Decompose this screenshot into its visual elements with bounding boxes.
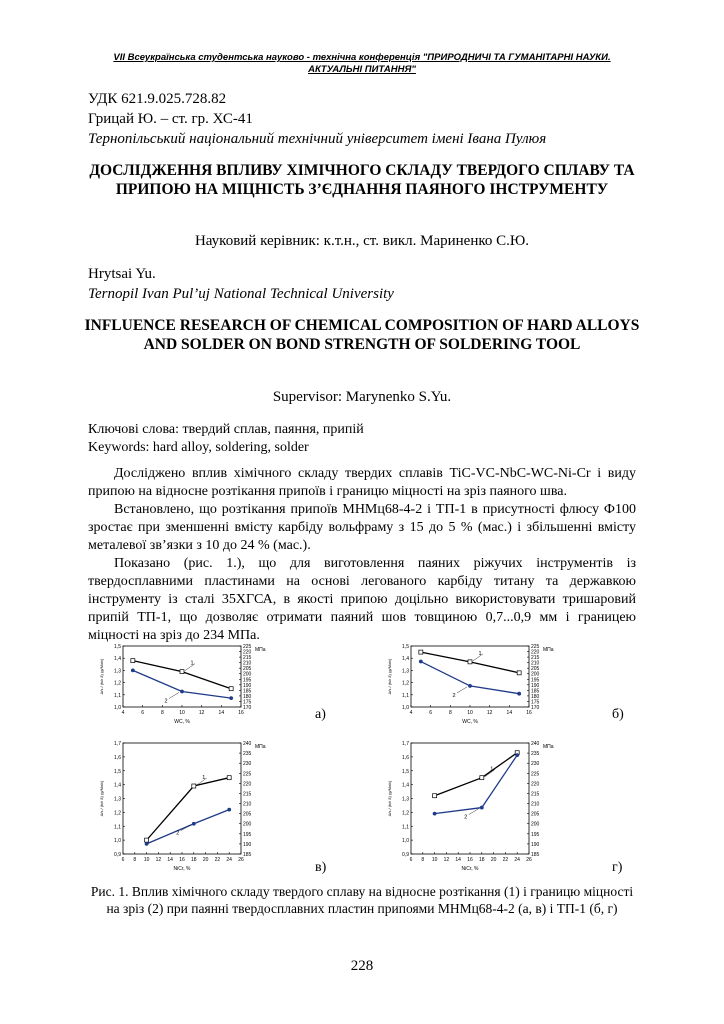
y2-tick-label: 180 xyxy=(531,693,540,700)
y2-tick-label: 185 xyxy=(531,852,540,858)
x-tick-label: 14 xyxy=(218,710,225,716)
y2-tick-label: 235 xyxy=(531,751,540,758)
y-tick-label: 1,0 xyxy=(402,705,409,711)
data-point xyxy=(433,794,437,798)
supervisor-ua: Науковий керівник: к.т.н., ст. викл. Мариненко С.Ю. xyxy=(194,233,530,249)
y2-tick-label: 210 xyxy=(243,801,252,808)
series-leader-line xyxy=(169,692,179,698)
y2-tick-label: 240 xyxy=(531,741,540,747)
x-tick-label: 22 xyxy=(502,857,509,863)
x-tick-label: 12 xyxy=(155,857,162,863)
y2-tick-label: 215 xyxy=(531,791,540,798)
y2-tick-label: 235 xyxy=(243,751,252,758)
plot-frame xyxy=(123,646,241,707)
series-label-1: 1 xyxy=(190,660,194,667)
y2-tick-label: 175 xyxy=(243,699,252,706)
x-tick-label: 8 xyxy=(133,857,137,863)
chart-a xyxy=(95,640,275,725)
y-tick-label: 1,7 xyxy=(402,741,409,747)
y-tick-label: 1,2 xyxy=(402,680,409,687)
y-tick-label: 1,1 xyxy=(114,692,121,699)
x-tick-label: 6 xyxy=(409,857,413,863)
y2-tick-label: 205 xyxy=(531,666,540,673)
author-ua: Грицай Ю. – ст. гр. ХС-41 xyxy=(88,111,253,127)
paragraph-2: Встановлено, що розтікання припоїв МНМц68-4-2 і ТП-1 в присутності флюсу Ф100 зростає при зменшенні вмісту карбіду вольфраму з 15 до 5 % (мас.) і збільшенні вмісту металевої зв’язки з 10 до 24 % (мас.). xyxy=(88,502,636,553)
y-tick-label: 1,5 xyxy=(114,644,121,650)
x-tick-label: 10 xyxy=(431,857,438,863)
data-point xyxy=(229,687,233,691)
y2-tick-label: 205 xyxy=(531,811,540,818)
y2-tick-label: 225 xyxy=(531,771,540,778)
data-point xyxy=(145,842,149,846)
data-point xyxy=(468,684,472,688)
y-tick-label: 1,5 xyxy=(402,768,409,775)
x-tick-label: 16 xyxy=(467,857,473,863)
y2-tick-label: 225 xyxy=(243,644,252,650)
y-tick-label: 1,4 xyxy=(114,782,121,789)
y-tick-label: 1,0 xyxy=(402,838,409,845)
conference-header xyxy=(80,52,644,76)
x-tick-label: 16 xyxy=(179,857,185,863)
panel-label-b: б) xyxy=(612,707,624,722)
x-tick-label: 24 xyxy=(226,857,232,863)
y2-tick-label: 195 xyxy=(531,677,540,684)
x-tick-label: 20 xyxy=(490,857,497,863)
udk: УДК 621.9.025.728.82 xyxy=(88,91,227,107)
data-point xyxy=(192,784,196,788)
x-tick-label: 26 xyxy=(526,857,532,863)
series-label-1: 1 xyxy=(490,766,494,773)
y2-tick-label: 210 xyxy=(243,660,252,667)
x-tick-label: 26 xyxy=(238,857,244,863)
affiliation-en: Ternopil Ivan Pul’uj National Technical University xyxy=(88,286,394,302)
data-point xyxy=(480,806,484,810)
y-tick-label: 1,1 xyxy=(114,824,121,831)
y2-tick-label: 190 xyxy=(531,841,540,848)
x-tick-label: 16 xyxy=(526,710,532,716)
y2-tick-label: 215 xyxy=(243,655,252,662)
x-tick-label: 8 xyxy=(448,710,452,716)
y2-tick-label: 240 xyxy=(243,741,252,747)
x-tick-label: 14 xyxy=(506,710,513,716)
y-tick-label: 0,9 xyxy=(402,852,409,858)
y-tick-label: 1,3 xyxy=(114,668,121,675)
affiliation-ua: Тернопільський національний технічний університет імені Івана Пулюя xyxy=(88,131,547,147)
y-tick-label: 1,3 xyxy=(402,796,409,803)
chart-g xyxy=(383,737,563,872)
data-point xyxy=(419,650,423,654)
x-tick-label: 8 xyxy=(160,710,164,716)
plot-frame xyxy=(411,646,529,707)
series-line-1 xyxy=(133,661,231,689)
y2-tick-label: 210 xyxy=(531,801,540,808)
y-tick-label: 1,3 xyxy=(114,796,121,803)
y2-tick-label: 190 xyxy=(531,682,540,689)
title-ua: ДОСЛІДЖЕННЯ ВПЛИВУ ХІМІЧНОГО СКЛАДУ ТВЕРДОГО СПЛАВУ ТА ПРИПОЮ НА МІЦНІСТЬ З’ЄДНАННЯ ПАЯНОГО ІНСТРУМЕНТУ xyxy=(89,162,635,198)
data-point xyxy=(180,670,184,674)
x-tick-label: 20 xyxy=(202,857,209,863)
y2-tick-label: 170 xyxy=(243,705,252,711)
x-tick-label: 10 xyxy=(467,710,473,716)
series-leader-line xyxy=(457,687,467,693)
y2-tick-label: 180 xyxy=(243,693,252,700)
y-tick-label: 1,6 xyxy=(114,754,121,761)
x-tick-label: 16 xyxy=(238,710,244,716)
x-tick-label: 12 xyxy=(198,710,205,716)
chart-b xyxy=(383,640,563,725)
chart-v xyxy=(95,737,275,872)
y-axis-label: Δ/s / (h/ε δ) (g/Mo/ε) xyxy=(99,658,104,695)
author-en: Hrytsai Yu. xyxy=(88,266,156,282)
data-point xyxy=(515,753,519,757)
y-tick-label: 1,2 xyxy=(402,810,409,817)
series-label-2: 2 xyxy=(464,814,468,821)
series-label-2: 2 xyxy=(176,830,180,837)
paragraph-3: Показано (рис. 1.), що для виготовлення паяних ріжучих інструментів із твердосплавними пластинами на основі легованого карбіду титану та державкою інструменту із сталі 35ХГСА, в якості припою доцільно використовувати тришаровий припій ТП-1, що дозволяє отримати паяний шов товщиною 0,7...0,9 мм і границею міцності на зріз до 234 МПа. xyxy=(88,556,636,643)
y2-tick-label: 195 xyxy=(531,831,540,838)
y-axis-label: Δ/s / (h/ε δ) (g/Mo/ε) xyxy=(99,780,104,817)
data-point xyxy=(419,660,423,664)
x-tick-label: 8 xyxy=(421,857,425,863)
y-axis-label: Δ/s / (h/ε δ) (g/Mo/ε) xyxy=(387,658,392,695)
y2-tick-label: 195 xyxy=(243,831,252,838)
x-axis-label: WC, % xyxy=(462,719,478,725)
y2-axis-label: МПа xyxy=(543,647,554,653)
y-tick-label: 1,6 xyxy=(402,754,409,761)
y2-tick-label: 185 xyxy=(243,852,252,858)
y2-tick-label: 170 xyxy=(531,705,540,711)
paragraph-1: Досліджено вплив хімічного складу твердих сплавів TiC-VC-NbC-WC-Ni-Cr і виду припою на відносне розтікання припоїв і границю міцності на зріз паяного шва. xyxy=(88,466,636,499)
y2-axis-label: МПа xyxy=(543,744,554,750)
y2-tick-label: 230 xyxy=(243,761,252,768)
y-tick-label: 1,0 xyxy=(114,705,121,711)
y-tick-label: 1,5 xyxy=(402,644,409,650)
figure-caption: Рис. 1. Вплив хімічного складу твердого сплаву на відносне розтікання (1) і границю міцності на зріз (2) при паянні твердосплавних пластин припоями МНМц68-4-2 (а, в) і ТП-1 (б, г) xyxy=(90,884,634,916)
data-point xyxy=(192,822,196,826)
y-tick-label: 1,5 xyxy=(114,768,121,775)
x-tick-label: 6 xyxy=(141,710,145,716)
y2-tick-label: 225 xyxy=(243,771,252,778)
x-tick-label: 22 xyxy=(214,857,221,863)
data-point xyxy=(227,776,231,780)
y-tick-label: 0,9 xyxy=(114,852,121,858)
plot-frame xyxy=(123,743,241,854)
x-tick-label: 14 xyxy=(167,857,173,863)
x-tick-label: 12 xyxy=(486,710,493,716)
keywords-en: Keywords: hard alloy, soldering, solder xyxy=(88,440,309,455)
x-tick-label: 18 xyxy=(191,857,197,863)
y2-tick-label: 225 xyxy=(531,644,540,650)
series-line-2 xyxy=(421,662,519,694)
panel-label-v: в) xyxy=(315,860,327,875)
data-point xyxy=(227,808,231,812)
y-tick-label: 1,2 xyxy=(114,680,121,687)
y2-tick-label: 210 xyxy=(531,660,540,667)
data-point xyxy=(433,812,437,816)
y2-tick-label: 220 xyxy=(531,649,540,656)
y2-tick-label: 185 xyxy=(243,688,252,695)
y-tick-label: 1,2 xyxy=(114,810,121,817)
y2-tick-label: 205 xyxy=(243,811,252,818)
x-tick-label: 24 xyxy=(514,857,520,863)
x-tick-label: 4 xyxy=(121,710,125,716)
y2-tick-label: 205 xyxy=(243,666,252,673)
plot-frame xyxy=(411,743,529,854)
data-point xyxy=(145,838,149,842)
y2-tick-label: 215 xyxy=(531,655,540,662)
y-tick-label: 1,0 xyxy=(114,838,121,845)
y2-axis-label: МПа xyxy=(255,647,266,653)
keywords-ua: Ключові слова: твердий сплав, паяння, припій xyxy=(88,422,364,437)
y2-tick-label: 175 xyxy=(531,699,540,706)
series-label-2: 2 xyxy=(452,692,456,699)
panel-label-g: г) xyxy=(612,860,623,875)
y2-tick-label: 190 xyxy=(243,682,252,689)
y2-tick-label: 200 xyxy=(531,671,540,678)
data-point xyxy=(131,669,135,673)
y-tick-label: 1,4 xyxy=(402,782,409,789)
y-tick-label: 1,1 xyxy=(402,824,409,831)
page-number: 228 xyxy=(350,958,374,974)
y2-tick-label: 185 xyxy=(531,688,540,695)
data-point xyxy=(229,696,233,700)
y2-tick-label: 190 xyxy=(243,841,252,848)
data-point xyxy=(468,660,472,664)
y-tick-label: 1,3 xyxy=(402,668,409,675)
y2-tick-label: 215 xyxy=(243,791,252,798)
series-label-1: 1 xyxy=(478,650,482,657)
y-axis-label: Δ/s / (h/ε δ) (g/Mo/ε) xyxy=(387,780,392,817)
data-point xyxy=(180,690,184,694)
x-tick-label: 14 xyxy=(455,857,461,863)
series-leader-line xyxy=(181,825,191,831)
y-tick-label: 1,4 xyxy=(402,656,409,663)
y2-tick-label: 195 xyxy=(243,677,252,684)
y2-tick-label: 200 xyxy=(243,671,252,678)
series-line-1 xyxy=(147,778,230,840)
x-tick-label: 12 xyxy=(443,857,450,863)
y2-tick-label: 200 xyxy=(243,821,252,828)
panel-label-a: а) xyxy=(315,707,326,722)
x-tick-label: 10 xyxy=(143,857,150,863)
data-point xyxy=(480,776,484,780)
series-label-2: 2 xyxy=(164,698,168,705)
y2-tick-label: 220 xyxy=(243,781,252,788)
x-tick-label: 6 xyxy=(121,857,125,863)
x-tick-label: 4 xyxy=(409,710,413,716)
data-point xyxy=(517,671,521,675)
y2-tick-label: 220 xyxy=(243,649,252,656)
x-axis-label: NiCr, % xyxy=(173,866,191,872)
title-en: INFLUENCE RESEARCH OF CHEMICAL COMPOSITION OF HARD ALLOYS AND SOLDER ON BOND STRENGTH OF SOLDERING TOOL xyxy=(84,317,640,353)
data-point xyxy=(131,659,135,663)
x-tick-label: 10 xyxy=(179,710,185,716)
conference-line-2: АКТУАЛЬНІ ПИТАННЯ" xyxy=(308,64,416,75)
conference-line-1: VII Всеукраїнська студентська науково - технічна конференція "ПРИРОДНИЧІ ТА ГУМАНІТАРНІ НАУКИ. xyxy=(113,52,611,63)
y-tick-label: 1,4 xyxy=(114,656,121,663)
x-axis-label: NiCr, % xyxy=(461,866,479,872)
supervisor-en: Supervisor: Marynenko S.Yu. xyxy=(272,389,452,405)
series-line-2 xyxy=(435,755,518,814)
y2-tick-label: 230 xyxy=(531,761,540,768)
y-tick-label: 1,7 xyxy=(114,741,121,747)
x-axis-label: WC, % xyxy=(174,719,190,725)
y-tick-label: 1,1 xyxy=(402,692,409,699)
series-label-1: 1 xyxy=(202,775,206,782)
y2-tick-label: 200 xyxy=(531,821,540,828)
x-tick-label: 18 xyxy=(479,857,485,863)
data-point xyxy=(517,692,521,696)
x-tick-label: 6 xyxy=(429,710,433,716)
y2-tick-label: 220 xyxy=(531,781,540,788)
y2-axis-label: МПа xyxy=(255,744,266,750)
